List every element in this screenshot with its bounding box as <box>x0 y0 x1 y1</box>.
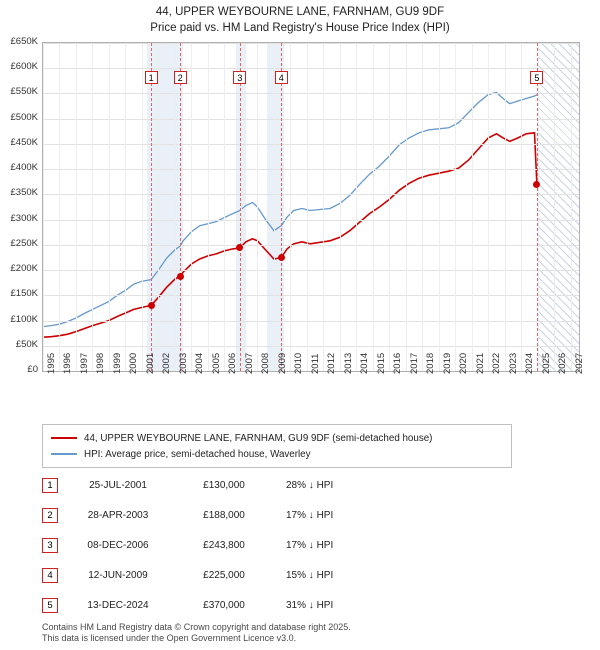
gridline-vertical <box>142 43 143 371</box>
gridline-vertical <box>389 43 390 371</box>
x-axis-tick-label: 2001 <box>144 352 156 374</box>
row-hpi-delta: 17% ↓ HPI <box>286 509 334 521</box>
gridline-horizontal <box>43 270 579 271</box>
y-axis-tick-label: £550K <box>10 86 38 98</box>
x-axis-tick-label: 2024 <box>524 352 536 374</box>
x-axis-tick-label: 2011 <box>309 353 321 374</box>
row-price: £243,800 <box>203 539 245 551</box>
transaction-point-4[interactable] <box>278 254 285 261</box>
row-price: £130,000 <box>203 479 245 491</box>
row-hpi-delta: 28% ↓ HPI <box>286 479 334 491</box>
y-axis-tick-label: £250K <box>10 237 38 249</box>
gridline-horizontal <box>43 169 579 170</box>
gridline-vertical <box>340 43 341 371</box>
y-axis-tick-label: £650K <box>10 36 38 47</box>
x-axis-tick-label: 2013 <box>342 352 354 374</box>
gridline-vertical <box>356 43 357 371</box>
x-axis-tick-label: 2014 <box>359 352 371 374</box>
gridline-vertical <box>125 43 126 371</box>
transaction-point-1[interactable] <box>148 302 155 309</box>
row-price: £370,000 <box>203 599 245 611</box>
y-axis-tick-label: £350K <box>10 187 38 199</box>
row-index-badge: 2 <box>42 508 58 523</box>
gridline-horizontal <box>43 144 579 145</box>
table-row[interactable] <box>42 560 562 590</box>
y-axis-tick-label: £200K <box>10 263 38 275</box>
gridline-vertical <box>224 43 225 371</box>
footer-attribution <box>42 622 582 644</box>
gridline-vertical <box>571 43 572 371</box>
event-badge-2[interactable]: 2 <box>174 71 187 84</box>
x-axis-tick-label: 1995 <box>46 352 57 374</box>
row-price: £225,000 <box>203 569 245 581</box>
x-axis-tick-label: 2026 <box>557 352 569 374</box>
x-axis-tick-label: 2012 <box>326 352 338 374</box>
event-marker-line-5 <box>537 43 538 371</box>
row-index-badge: 3 <box>42 538 58 553</box>
x-axis-tick-label: 2016 <box>392 352 404 374</box>
y-axis-tick-label: £100K <box>10 313 38 325</box>
y-axis-tick-label: £150K <box>10 288 38 300</box>
gridline-horizontal <box>43 346 579 347</box>
legend-swatch-0 <box>51 437 77 439</box>
x-axis-tick-label: 2021 <box>474 352 486 374</box>
legend-swatch-1 <box>51 453 77 455</box>
x-axis-tick-label: 2000 <box>128 352 140 374</box>
table-row[interactable] <box>42 590 562 620</box>
gridline-horizontal <box>43 245 579 246</box>
row-date: 08-DEC-2006 <box>87 539 149 551</box>
event-marker-line-4 <box>281 43 282 371</box>
row-price: £188,000 <box>203 509 245 521</box>
event-marker-line-2 <box>180 43 181 371</box>
gridline-vertical <box>373 43 374 371</box>
row-date: 13-DEC-2024 <box>87 599 149 611</box>
x-axis-tick-label: 2020 <box>458 352 470 374</box>
row-hpi-delta: 17% ↓ HPI <box>286 539 334 551</box>
row-index-badge: 5 <box>42 598 58 613</box>
transactions-table <box>42 470 562 620</box>
chart-series-svg <box>43 43 579 371</box>
price-chart-plot-area <box>42 42 580 372</box>
gridline-vertical <box>274 43 275 371</box>
gridline-vertical <box>505 43 506 371</box>
gridline-horizontal <box>43 68 579 69</box>
x-axis-tick-label: 2018 <box>425 352 437 374</box>
x-axis-tick-label: 2005 <box>210 352 222 374</box>
row-date: 25-JUL-2001 <box>89 479 147 491</box>
gridline-vertical <box>175 43 176 371</box>
x-axis-tick-label: 2027 <box>573 352 585 374</box>
gridline-horizontal <box>43 43 579 44</box>
footer-line-1: Contains HM Land Registry data © Crown copyright and database right 2025. <box>42 622 351 632</box>
x-axis-tick-label: 2022 <box>491 352 503 374</box>
x-axis-tick-label: 1997 <box>78 352 90 374</box>
row-index-badge: 1 <box>42 478 58 493</box>
gridline-vertical <box>109 43 110 371</box>
x-axis-tick-label: 2004 <box>194 352 206 374</box>
row-index-badge: 4 <box>42 568 58 583</box>
x-axis-tick-label: 2025 <box>540 352 552 374</box>
y-axis-tick-label: £600K <box>10 61 38 73</box>
legend-item-0 <box>51 430 503 446</box>
x-axis-tick-label: 2017 <box>408 352 420 374</box>
y-axis-tick-label: £300K <box>10 212 38 224</box>
legend-item-1 <box>51 446 503 462</box>
y-axis-tick-label: £50K <box>15 338 38 350</box>
y-axis-tick-label: £500K <box>10 111 38 123</box>
gridline-vertical <box>455 43 456 371</box>
footer-line-2: This data is licensed under the Open Government Licence v3.0. <box>42 633 297 643</box>
event-marker-line-1 <box>151 43 152 371</box>
x-axis-tick-label: 2003 <box>177 352 189 374</box>
gridline-horizontal <box>43 93 579 94</box>
gridline-vertical <box>208 43 209 371</box>
x-axis-tick-label: 2015 <box>375 352 387 374</box>
legend-label-0: 44, UPPER WEYBOURNE LANE, FARNHAM, GU9 9DF (semi-detached house) <box>84 432 433 444</box>
gridline-vertical <box>554 43 555 371</box>
gridline-vertical <box>76 43 77 371</box>
x-axis-tick-label: 2006 <box>227 352 239 374</box>
y-axis-tick-label: £400K <box>10 162 38 174</box>
page-title: 44, UPPER WEYBOURNE LANE, FARNHAM, GU9 9DF <box>155 6 445 18</box>
gridline-vertical <box>43 43 44 371</box>
x-axis-tick-label: 2009 <box>276 352 288 374</box>
x-axis-tick-label: 1999 <box>111 352 123 374</box>
gridline-horizontal <box>43 194 579 195</box>
x-axis-tick-label: 2007 <box>243 352 255 374</box>
row-date: 12-JUN-2009 <box>88 569 148 581</box>
gridline-vertical <box>92 43 93 371</box>
row-hpi-delta: 31% ↓ HPI <box>286 599 334 611</box>
table-row[interactable] <box>42 530 562 560</box>
gridline-horizontal <box>43 295 579 296</box>
gridline-vertical <box>158 43 159 371</box>
event-badge-3[interactable]: 3 <box>233 71 246 84</box>
gridline-horizontal <box>43 220 579 221</box>
y-axis-tick-label: £450K <box>10 136 38 148</box>
x-axis-tick-label: 2023 <box>507 352 519 374</box>
gridline-vertical <box>488 43 489 371</box>
legend-label-1: HPI: Average price, semi-detached house, Waverley <box>84 448 311 460</box>
page-subtitle: Price paid vs. HM Land Registry's House Price Index (HPI) <box>150 22 450 34</box>
table-row[interactable] <box>42 500 562 530</box>
table-row[interactable] <box>42 470 562 500</box>
event-badge-4[interactable]: 4 <box>275 71 288 84</box>
gridline-vertical <box>290 43 291 371</box>
gridline-vertical <box>323 43 324 371</box>
chart-legend <box>42 424 512 468</box>
transaction-point-2[interactable] <box>177 273 184 280</box>
event-badge-5[interactable]: 5 <box>530 71 543 84</box>
y-axis-tick-label: £0 <box>27 364 38 375</box>
gridline-vertical <box>422 43 423 371</box>
x-axis-tick-label: 2008 <box>260 352 272 374</box>
gridline-vertical <box>59 43 60 371</box>
row-date: 28-APR-2003 <box>87 509 149 521</box>
x-axis-tick-label: 2019 <box>441 352 453 374</box>
x-axis-tick-label: 1998 <box>95 352 107 374</box>
x-axis-tick-label: 1996 <box>62 352 74 374</box>
gridline-horizontal <box>43 321 579 322</box>
gridline-vertical <box>191 43 192 371</box>
row-hpi-delta: 15% ↓ HPI <box>286 569 334 581</box>
gridline-vertical <box>439 43 440 371</box>
gridline-vertical <box>257 43 258 371</box>
x-axis-tick-label: 2002 <box>161 352 173 374</box>
x-axis-tick-label: 2010 <box>293 352 305 374</box>
gridline-vertical <box>241 43 242 371</box>
gridline-vertical <box>472 43 473 371</box>
event-badge-1[interactable]: 1 <box>145 71 158 84</box>
gridline-vertical <box>406 43 407 371</box>
event-marker-line-3 <box>240 43 241 371</box>
gridline-horizontal <box>43 119 579 120</box>
gridline-vertical <box>307 43 308 371</box>
gridline-vertical <box>521 43 522 371</box>
